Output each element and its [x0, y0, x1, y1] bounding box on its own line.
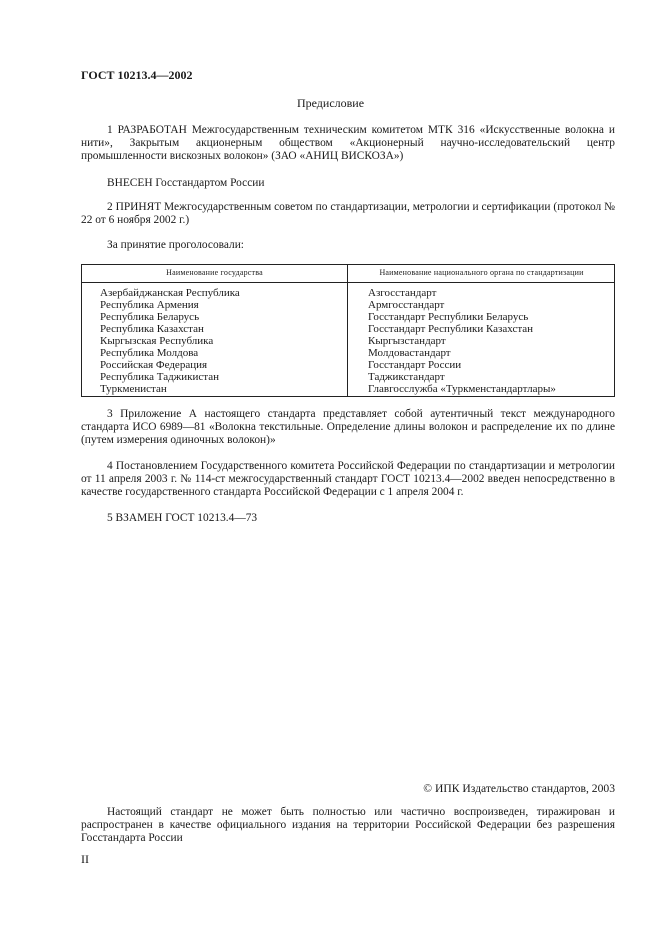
- copyright-notice: © ИПК Издательство стандартов, 2003: [423, 782, 615, 795]
- table-cell-body: Главгосслужба «Туркменстандартлары»: [368, 383, 556, 395]
- table-cell-state: Азербайджанская Республика: [100, 287, 240, 299]
- table-cell-body: Таджикстандарт: [368, 371, 445, 383]
- table-cell-state: Республика Казахстан: [100, 323, 204, 335]
- table-cell-state: Кыргызская Республика: [100, 335, 214, 347]
- table-cell-state: Республика Таджикистан: [100, 371, 219, 383]
- table-cell-state: Российская Федерация: [100, 359, 208, 371]
- paragraph-replaces: 5 ВЗАМЕН ГОСТ 10213.4—73: [107, 512, 258, 524]
- table-header-rule: [82, 282, 614, 283]
- table-cell-state: Туркменистан: [100, 383, 167, 395]
- table-cell-body: Азгосстандарт: [368, 287, 437, 299]
- table-cell-body: Молдовастандарт: [368, 347, 451, 359]
- table-header-state: Наименование государства: [166, 268, 263, 277]
- table-cell-state: Республика Молдова: [100, 347, 199, 359]
- table-cell-body: Госстандарт Республики Казахстан: [368, 323, 534, 335]
- document-code: ГОСТ 10213.4—2002: [81, 68, 193, 82]
- table-header-body: Наименование национального органа по стандартизации: [379, 268, 584, 277]
- voting-table: [81, 264, 615, 397]
- table-column-divider: [347, 265, 348, 396]
- paragraph-decree: 4 Постановлением Государственного комитета Российской Федерации по стандартизации и метрологии от 11 апреля 2003 г. № 114-ст межгосударственный стандарт ГОСТ 10213.4—2002 введен непосредственно в качестве государственного стандарта Российской Федерации с 1 апреля 2004 г.: [81, 460, 615, 498]
- table-cell-body: Госстандарт России: [368, 359, 462, 371]
- vote-intro: За принятие проголосовали:: [107, 239, 244, 251]
- reproduction-notice: Настоящий стандарт не может быть полностью или частично воспроизведен, тиражирован и распространен в качестве официального издания на территории Российской Федерации без разрешения Госстандарта России: [81, 806, 615, 844]
- table-cell-state: Республика Армения: [100, 299, 199, 311]
- paragraph-developed: 1 РАЗРАБОТАН Межгосударственным техническим комитетом МТК 316 «Искусственные волокна и нити», Закрытым акционерным обществом «Акционерный научно-исследовательский центр промышленности вискозных волокон» (ЗАО «АНИЦ ВИСКОЗА»): [81, 124, 615, 162]
- table-column-bodies: [368, 287, 556, 395]
- paragraph-appendix: 3 Приложение А настоящего стандарта представляет собой аутентичный текст международного стандарта ИСО 6989—81 «Волокна текстильные. Определение длины волокон и распределение их по длине (путем измерения одиночных волокон)»: [81, 408, 615, 446]
- page-number: II: [81, 852, 89, 866]
- paragraph-introduced: ВНЕСЕН Госстандартом России: [107, 177, 265, 189]
- table-cell-state: Республика Беларусь: [100, 311, 200, 323]
- table-cell-body: Кыргызстандарт: [368, 335, 446, 347]
- paragraph-adopted: 2 ПРИНЯТ Межгосударственным советом по стандартизации, метрологии и сертификации (протокол № 22 от 6 ноября 2002 г.): [81, 201, 615, 226]
- table-column-states: [100, 287, 240, 395]
- table-cell-body: Госстандарт Республики Беларусь: [368, 311, 529, 323]
- page-title: Предисловие: [296, 96, 365, 110]
- table-cell-body: Армгосстандарт: [368, 299, 445, 311]
